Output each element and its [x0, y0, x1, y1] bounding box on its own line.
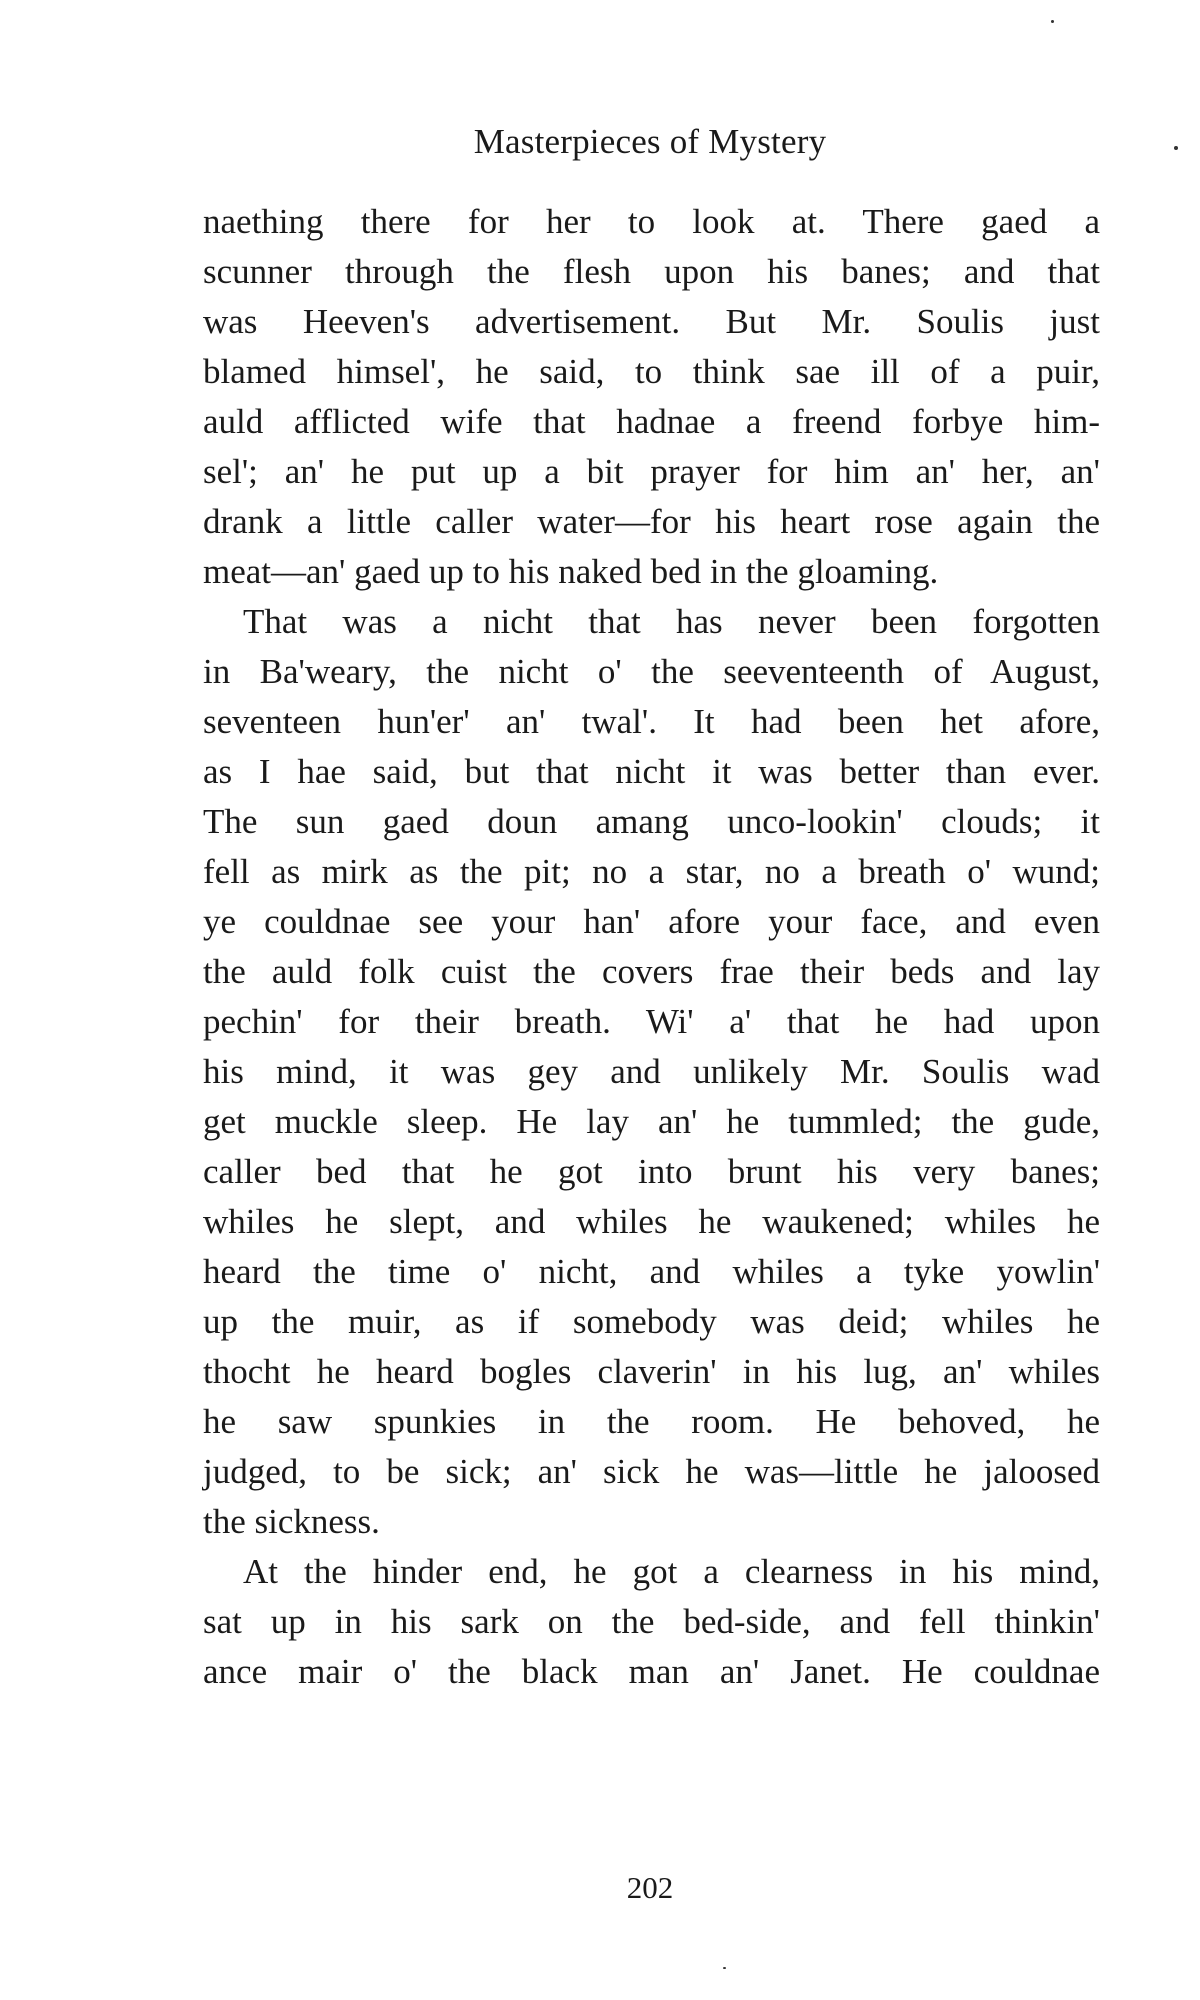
scan-speck [723, 1967, 726, 1969]
text-line: caller bed that he got into brunt his very banes; [203, 1152, 1100, 1191]
page-number: 202 [626, 1870, 674, 1905]
text-line: his mind, it was gey and unlikely Mr. Soulis wad [203, 1052, 1100, 1091]
text-line: the sickness. [203, 1502, 380, 1541]
text-line: blamed himsel', he said, to think sae ill of a puir, [203, 352, 1100, 391]
text-line: whiles he slept, and whiles he waukened; whiles he [203, 1202, 1100, 1241]
body-text [203, 197, 1100, 1697]
text-line: judged, to be sick; an' sick he was—little he jaloosed [203, 1452, 1100, 1491]
running-title: Masterpieces of Mystery [473, 122, 827, 161]
text-line: get muckle sleep. He lay an' he tummled; the gude, [203, 1102, 1100, 1141]
scan-speck [1174, 146, 1178, 150]
text-line: seventeen hun'er' an' twal'. It had been het afore, [203, 702, 1100, 741]
text-line: he saw spunkies in the room. He behoved, he [203, 1402, 1100, 1441]
text-line: auld afflicted wife that hadnae a freend forbye him- [203, 402, 1100, 441]
text-line: up the muir, as if somebody was deid; whiles he [203, 1302, 1100, 1341]
text-line: as I hae said, but that nicht it was better than ever. [203, 752, 1100, 791]
scan-speck [1051, 20, 1054, 23]
text-line: That was a nicht that has never been forgotten [243, 602, 1100, 641]
text-line: naething there for her to look at. There gaed a [203, 202, 1100, 241]
text-line: The sun gaed doun amang unco-lookin' clouds; it [203, 802, 1100, 841]
text-line: sat up in his sark on the bed-side, and fell thinkin' [203, 1602, 1100, 1641]
text-line: ye couldnae see your han' afore your face, and even [203, 902, 1100, 941]
text-line: was Heeven's advertisement. But Mr. Soulis just [203, 302, 1100, 341]
text-line: scunner through the flesh upon his banes; and that [203, 252, 1100, 291]
text-line: ance mair o' the black man an' Janet. He couldnae [203, 1652, 1100, 1691]
text-line: heard the time o' nicht, and whiles a tyke yowlin' [203, 1252, 1100, 1291]
text-line: thocht he heard bogles claverin' in his lug, an' whiles [203, 1352, 1100, 1391]
text-line: drank a little caller water—for his heart rose again the [203, 502, 1100, 541]
text-line: sel'; an' he put up a bit prayer for him an' her, an' [203, 452, 1100, 491]
text-line: At the hinder end, he got a clearness in his mind, [243, 1552, 1100, 1591]
text-line: in Ba'weary, the nicht o' the seeventeenth of August, [203, 652, 1100, 691]
text-line: pechin' for their breath. Wi' a' that he had upon [203, 1002, 1100, 1041]
text-line: meat—an' gaed up to his naked bed in the gloaming. [203, 552, 939, 591]
text-line: the auld folk cuist the covers frae their beds and lay [203, 952, 1100, 991]
text-line: fell as mirk as the pit; no a star, no a breath o' wund; [203, 852, 1100, 891]
